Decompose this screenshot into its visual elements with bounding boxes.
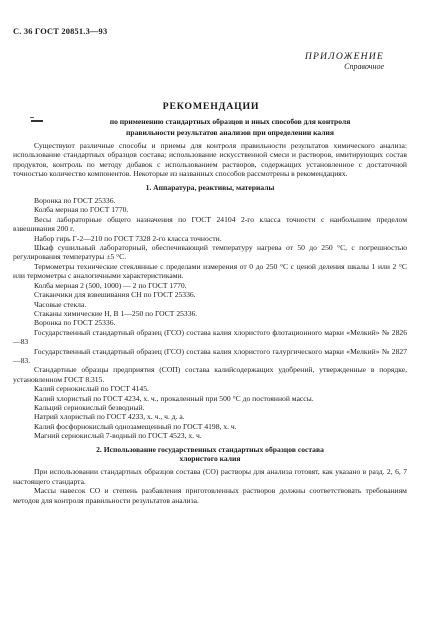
margin-mark <box>30 117 34 118</box>
page-header-code: С. 36 ГОСТ 20851.3—93 <box>13 27 108 36</box>
section-2-paragraph: При использовании стандартных образцов состава (СО) растворы для анализа готовят, как указано в разд. 2, 6, 7 настоящего стандарта. <box>13 467 407 486</box>
list-item: Воронка по ГОСТ 25336. <box>34 318 116 328</box>
list-item: Государственный стандартный образец (ГСО) состава калия хлористого флотационного марки «Мелкий» № 2826—83 <box>13 327 407 347</box>
list-item: Весы лабораторные общего назначения по ГОСТ 24104 2-го класса точности с наибольшим пределом взвешивания 200 г. <box>13 214 407 234</box>
list-item: Калий сернокислый по ГОСТ 4145. <box>34 384 149 394</box>
list-item: Колба мерная 2 (500, 1000) — 2 по ГОСТ 1770. <box>34 280 187 290</box>
section-1-heading: 1. Аппаратура, реактивы, материалы <box>145 182 275 192</box>
list-item: Натрий хлористый по ГОСТ 4233, х. ч., ч. д. а. <box>34 412 185 422</box>
list-item: Стаканчики для взвешивания СН по ГОСТ 25336. <box>34 290 196 300</box>
list-item: Калий хлористый по ГОСТ 4234, х. ч., прокаленный при 500 °С до постоянной массы. <box>34 393 314 403</box>
list-item: Стаканы химические Н, В 1—250 по ГОСТ 25336. <box>34 308 198 318</box>
list-item: Термометры технические стеклянные с пределами измерения от 0 до 250 °С с ценой деления шкалы 1 или 2 °С или термометры с аналогичными характеристиками. <box>13 261 407 281</box>
list-item: Колба мерная по ГОСТ 1770. <box>34 205 129 215</box>
appendix-block <box>305 51 384 72</box>
document-subtitle <box>40 116 420 138</box>
list-item: Государственный стандартный образец (ГСО) состава калия хлористого галургического марки «Мелкий» № 2827—83. <box>13 346 407 365</box>
subtitle-line-1: по применению стандартных образцов и иных способов для контроля <box>109 117 351 126</box>
list-item: Набор гирь Г-2—210 по ГОСТ 7328 2-го класса точности. <box>34 233 222 243</box>
list-item: Кальций сернокислый безводный. <box>34 402 145 412</box>
appendix-title: ПРИЛОЖЕНИЕ <box>304 51 384 62</box>
list-item: Шкаф сушильный лабораторный, обеспечивающий температуру нагрева от 50 до 250 °С, с погрешностью регулирования температуры ±5 °С. <box>13 243 407 262</box>
subtitle-line-2: правильности результатов анализов при определении калия <box>126 128 334 137</box>
document-body <box>13 141 407 505</box>
appendix-subtitle: Справочное <box>344 62 384 71</box>
section-2-heading-line-2: хлористого калия <box>179 454 241 463</box>
list-item: Калий фосфорнокислый однозамещенный по ГОСТ 4198, х. ч. <box>34 421 237 431</box>
list-item: Стандартные образцы предприятия (СОП) состава калийсодержащих удобрений, утвержденные в порядке, установленном ГОСТ 8.315. <box>13 365 407 384</box>
intro-paragraph: Существуют различные способы и приемы для контроля правильности результатов химического анализа: использование стандартных образцов состава; использование искусственной смеси и растворов, имитирующих состав продуктов, контроль по методу добавок с использованием растворов, содержащих установленное с достаточной точностью количество компонентов. Некоторые из названных способов рассмотрены в рекомендациях. <box>13 141 407 179</box>
section-2-heading-line-1: 2. Использование государственных стандартных образцов состава <box>96 444 324 454</box>
list-item: Магний сернокислый 7-водный по ГОСТ 4523, х. ч. <box>34 431 202 441</box>
section-2-paragraph: Массы навесок СО и степень разбавления приготовленных растворов должны соответствовать требованиям методов для контроля правильности результатов анализа. <box>13 486 407 505</box>
document-title: РЕКОМЕНДАЦИИ <box>162 101 260 112</box>
list-item: Часовые стекла. <box>34 299 87 309</box>
section-2-heading <box>13 445 407 464</box>
list-item: Воронка по ГОСТ 25336. <box>34 196 116 206</box>
